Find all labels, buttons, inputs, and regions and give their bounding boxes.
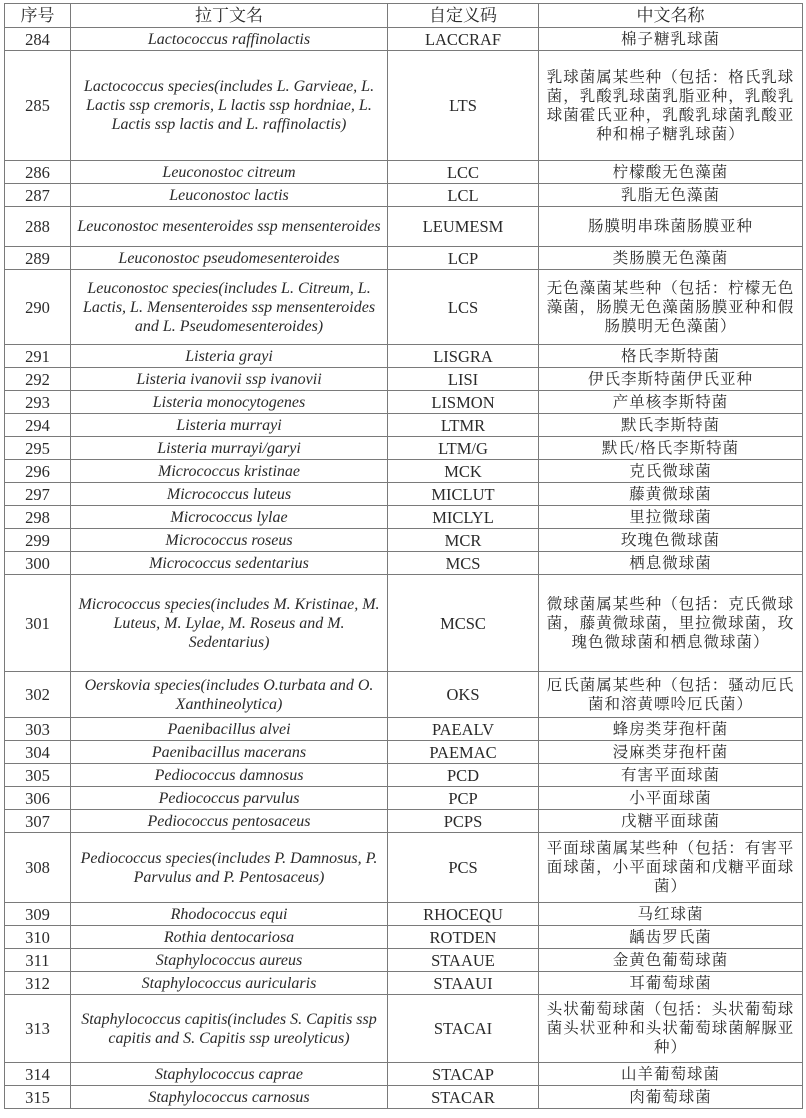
header-serial-number: 序号: [5, 4, 71, 28]
table-row: [5, 575, 803, 672]
table-row: [5, 718, 803, 741]
serial-number-cell: 284: [5, 28, 71, 51]
chinese-name-cell: 栖息微球菌: [539, 552, 803, 575]
latin-name-cell: Rothia dentocariosa: [71, 926, 388, 949]
chinese-name-cell: 里拉微球菌: [539, 506, 803, 529]
custom-code-cell: PCP: [388, 787, 539, 810]
table-row: [5, 949, 803, 972]
chinese-name-cell: 小平面球菌: [539, 787, 803, 810]
latin-name-cell: Micrococcus luteus: [71, 483, 388, 506]
chinese-name-cell: 类肠膜无色藻菌: [539, 247, 803, 270]
serial-number-cell: 306: [5, 787, 71, 810]
serial-number-cell: 311: [5, 949, 71, 972]
chinese-name-cell: 龋齿罗氏菌: [539, 926, 803, 949]
chinese-name-cell: 浸麻类芽孢杆菌: [539, 741, 803, 764]
custom-code-cell: STACAP: [388, 1063, 539, 1086]
table-row: [5, 926, 803, 949]
serial-number-cell: 288: [5, 207, 71, 247]
table-row: [5, 270, 803, 345]
table-row: [5, 460, 803, 483]
custom-code-cell: RHOCEQU: [388, 903, 539, 926]
serial-number-cell: 303: [5, 718, 71, 741]
latin-name-cell: Staphylococcus auricularis: [71, 972, 388, 995]
chinese-name-cell: 肉葡萄球菌: [539, 1086, 803, 1109]
latin-name-cell: Leuconostoc lactis: [71, 184, 388, 207]
latin-name-cell: Micrococcus lylae: [71, 506, 388, 529]
table-row: [5, 247, 803, 270]
custom-code-cell: LEUMESM: [388, 207, 539, 247]
chinese-name-cell: 克氏微球菌: [539, 460, 803, 483]
serial-number-cell: 314: [5, 1063, 71, 1086]
custom-code-cell: LISMON: [388, 391, 539, 414]
chinese-name-cell: 微球菌属某些种（包括：克氏微球菌，藤黄微球菌，里拉微球菌，玫瑰色微球菌和栖息微球菌）: [539, 575, 803, 672]
latin-name-cell: Staphylococcus capitis(includes S. Capitis ssp capitis and S. Capitis ssp ureolyticus): [71, 995, 388, 1063]
custom-code-cell: MCR: [388, 529, 539, 552]
chinese-name-cell: 默氏李斯特菌: [539, 414, 803, 437]
custom-code-cell: MICLUT: [388, 483, 539, 506]
serial-number-cell: 313: [5, 995, 71, 1063]
table-row: [5, 368, 803, 391]
latin-name-cell: Micrococcus kristinae: [71, 460, 388, 483]
serial-number-cell: 290: [5, 270, 71, 345]
custom-code-cell: LISGRA: [388, 345, 539, 368]
table-row: [5, 787, 803, 810]
chinese-name-cell: 产单核李斯特菌: [539, 391, 803, 414]
latin-name-cell: Micrococcus sedentarius: [71, 552, 388, 575]
table-row: [5, 414, 803, 437]
chinese-name-cell: 玫瑰色微球菌: [539, 529, 803, 552]
table-row: [5, 51, 803, 161]
latin-name-cell: Leuconostoc citreum: [71, 161, 388, 184]
table-row: [5, 741, 803, 764]
table-row: [5, 529, 803, 552]
chinese-name-cell: 藤黄微球菌: [539, 483, 803, 506]
serial-number-cell: 302: [5, 672, 71, 718]
latin-name-cell: Leuconostoc mesenteroides ssp mensenteroides: [71, 207, 388, 247]
chinese-name-cell: 蜂房类芽孢杆菌: [539, 718, 803, 741]
custom-code-cell: PCS: [388, 833, 539, 903]
serial-number-cell: 291: [5, 345, 71, 368]
custom-code-cell: LTS: [388, 51, 539, 161]
serial-number-cell: 310: [5, 926, 71, 949]
latin-name-cell: Lactococcus species(includes L. Garvieae, L. Lactis ssp cremoris, L lactis ssp hordniae, L. Lactis ssp lactis and L. raffinolactis): [71, 51, 388, 161]
latin-name-cell: Pediococcus species(includes P. Damnosus, P. Parvulus and P. Pentosaceus): [71, 833, 388, 903]
serial-number-cell: 307: [5, 810, 71, 833]
chinese-name-cell: 山羊葡萄球菌: [539, 1063, 803, 1086]
table-row: [5, 28, 803, 51]
latin-name-cell: Rhodococcus equi: [71, 903, 388, 926]
table-row: [5, 345, 803, 368]
table-row: [5, 810, 803, 833]
custom-code-cell: MICLYL: [388, 506, 539, 529]
custom-code-cell: LCL: [388, 184, 539, 207]
species-code-table: [4, 3, 803, 1109]
serial-number-cell: 293: [5, 391, 71, 414]
serial-number-cell: 298: [5, 506, 71, 529]
serial-number-cell: 295: [5, 437, 71, 460]
custom-code-cell: LCP: [388, 247, 539, 270]
table-row: [5, 437, 803, 460]
serial-number-cell: 304: [5, 741, 71, 764]
latin-name-cell: Lactococcus raffinolactis: [71, 28, 388, 51]
table-row: [5, 483, 803, 506]
custom-code-cell: STAAUE: [388, 949, 539, 972]
chinese-name-cell: 伊氏李斯特菌伊氏亚种: [539, 368, 803, 391]
chinese-name-cell: 默氏/格氏李斯特菌: [539, 437, 803, 460]
table-row: [5, 391, 803, 414]
latin-name-cell: Leuconostoc pseudomesenteroides: [71, 247, 388, 270]
chinese-name-cell: 戊糖平面球菌: [539, 810, 803, 833]
chinese-name-cell: 乳球菌属某些种（包括：格氏乳球菌，乳酸乳球菌乳脂亚种，乳酸乳球菌霍氏亚种，乳酸乳球菌乳酸亚种和棉子糖乳球菌）: [539, 51, 803, 161]
table-row: [5, 161, 803, 184]
latin-name-cell: Listeria murrayi/garyi: [71, 437, 388, 460]
latin-name-cell: Staphylococcus carnosus: [71, 1086, 388, 1109]
latin-name-cell: Staphylococcus caprae: [71, 1063, 388, 1086]
chinese-name-cell: 乳脂无色藻菌: [539, 184, 803, 207]
serial-number-cell: 296: [5, 460, 71, 483]
table-row: [5, 552, 803, 575]
custom-code-cell: LCS: [388, 270, 539, 345]
serial-number-cell: 287: [5, 184, 71, 207]
chinese-name-cell: 棉子糖乳球菌: [539, 28, 803, 51]
table-row: [5, 1086, 803, 1109]
chinese-name-cell: 无色藻菌某些种（包括：柠檬无色藻菌，肠膜无色藻菌肠膜亚种和假肠膜明无色藻菌）: [539, 270, 803, 345]
latin-name-cell: Listeria murrayi: [71, 414, 388, 437]
custom-code-cell: MCK: [388, 460, 539, 483]
latin-name-cell: Oerskovia species(includes O.turbata and O. Xanthineolytica): [71, 672, 388, 718]
table-row: [5, 903, 803, 926]
serial-number-cell: 292: [5, 368, 71, 391]
custom-code-cell: STAAUI: [388, 972, 539, 995]
chinese-name-cell: 有害平面球菌: [539, 764, 803, 787]
custom-code-cell: LACCRAF: [388, 28, 539, 51]
chinese-name-cell: 肠膜明串珠菌肠膜亚种: [539, 207, 803, 247]
serial-number-cell: 286: [5, 161, 71, 184]
table-row: [5, 833, 803, 903]
serial-number-cell: 309: [5, 903, 71, 926]
chinese-name-cell: 厄氏菌属某些种（包括：骚动厄氏菌和溶黄嘌呤厄氏菌）: [539, 672, 803, 718]
custom-code-cell: LTM/G: [388, 437, 539, 460]
serial-number-cell: 294: [5, 414, 71, 437]
serial-number-cell: 297: [5, 483, 71, 506]
latin-name-cell: Pediococcus pentosaceus: [71, 810, 388, 833]
custom-code-cell: LTMR: [388, 414, 539, 437]
custom-code-cell: STACAI: [388, 995, 539, 1063]
serial-number-cell: 315: [5, 1086, 71, 1109]
serial-number-cell: 285: [5, 51, 71, 161]
chinese-name-cell: 耳葡萄球菌: [539, 972, 803, 995]
serial-number-cell: 299: [5, 529, 71, 552]
latin-name-cell: Pediococcus parvulus: [71, 787, 388, 810]
latin-name-cell: Micrococcus species(includes M. Kristinae, M. Luteus, M. Lylae, M. Roseus and M. Sedentarius): [71, 575, 388, 672]
custom-code-cell: LCC: [388, 161, 539, 184]
header-latin-name: 拉丁文名: [71, 4, 388, 28]
latin-name-cell: Listeria monocytogenes: [71, 391, 388, 414]
latin-name-cell: Paenibacillus macerans: [71, 741, 388, 764]
serial-number-cell: 312: [5, 972, 71, 995]
custom-code-cell: ROTDEN: [388, 926, 539, 949]
custom-code-cell: PAEALV: [388, 718, 539, 741]
chinese-name-cell: 马红球菌: [539, 903, 803, 926]
table-row: [5, 672, 803, 718]
serial-number-cell: 301: [5, 575, 71, 672]
chinese-name-cell: 柠檬酸无色藻菌: [539, 161, 803, 184]
custom-code-cell: MCSC: [388, 575, 539, 672]
table-row: [5, 764, 803, 787]
serial-number-cell: 289: [5, 247, 71, 270]
custom-code-cell: OKS: [388, 672, 539, 718]
table-row: [5, 506, 803, 529]
latin-name-cell: Staphylococcus aureus: [71, 949, 388, 972]
custom-code-cell: LISI: [388, 368, 539, 391]
serial-number-cell: 308: [5, 833, 71, 903]
table-row: [5, 1063, 803, 1086]
serial-number-cell: 305: [5, 764, 71, 787]
header-chinese-name: 中文名称: [539, 4, 803, 28]
table-body: [5, 28, 803, 1109]
table-row: [5, 995, 803, 1063]
latin-name-cell: Listeria ivanovii ssp ivanovii: [71, 368, 388, 391]
latin-name-cell: Paenibacillus alvei: [71, 718, 388, 741]
latin-name-cell: Micrococcus roseus: [71, 529, 388, 552]
custom-code-cell: PCD: [388, 764, 539, 787]
table-row: [5, 207, 803, 247]
latin-name-cell: Listeria grayi: [71, 345, 388, 368]
table-header-row: [5, 4, 803, 28]
custom-code-cell: STACAR: [388, 1086, 539, 1109]
table-row: [5, 184, 803, 207]
custom-code-cell: PCPS: [388, 810, 539, 833]
custom-code-cell: PAEMAC: [388, 741, 539, 764]
custom-code-cell: MCS: [388, 552, 539, 575]
chinese-name-cell: 平面球菌属某些种（包括：有害平面球菌，小平面球菌和戊糖平面球菌）: [539, 833, 803, 903]
chinese-name-cell: 格氏李斯特菌: [539, 345, 803, 368]
latin-name-cell: Pediococcus damnosus: [71, 764, 388, 787]
table-row: [5, 972, 803, 995]
chinese-name-cell: 头状葡萄球菌（包括：头状葡萄球菌头状亚种和头状葡萄球菌解脲亚种）: [539, 995, 803, 1063]
chinese-name-cell: 金黄色葡萄球菌: [539, 949, 803, 972]
serial-number-cell: 300: [5, 552, 71, 575]
header-custom-code: 自定义码: [388, 4, 539, 28]
latin-name-cell: Leuconostoc species(includes L. Citreum, L. Lactis, L. Mensenteroides ssp mensenteroides and L. Pseudomesenteroides): [71, 270, 388, 345]
